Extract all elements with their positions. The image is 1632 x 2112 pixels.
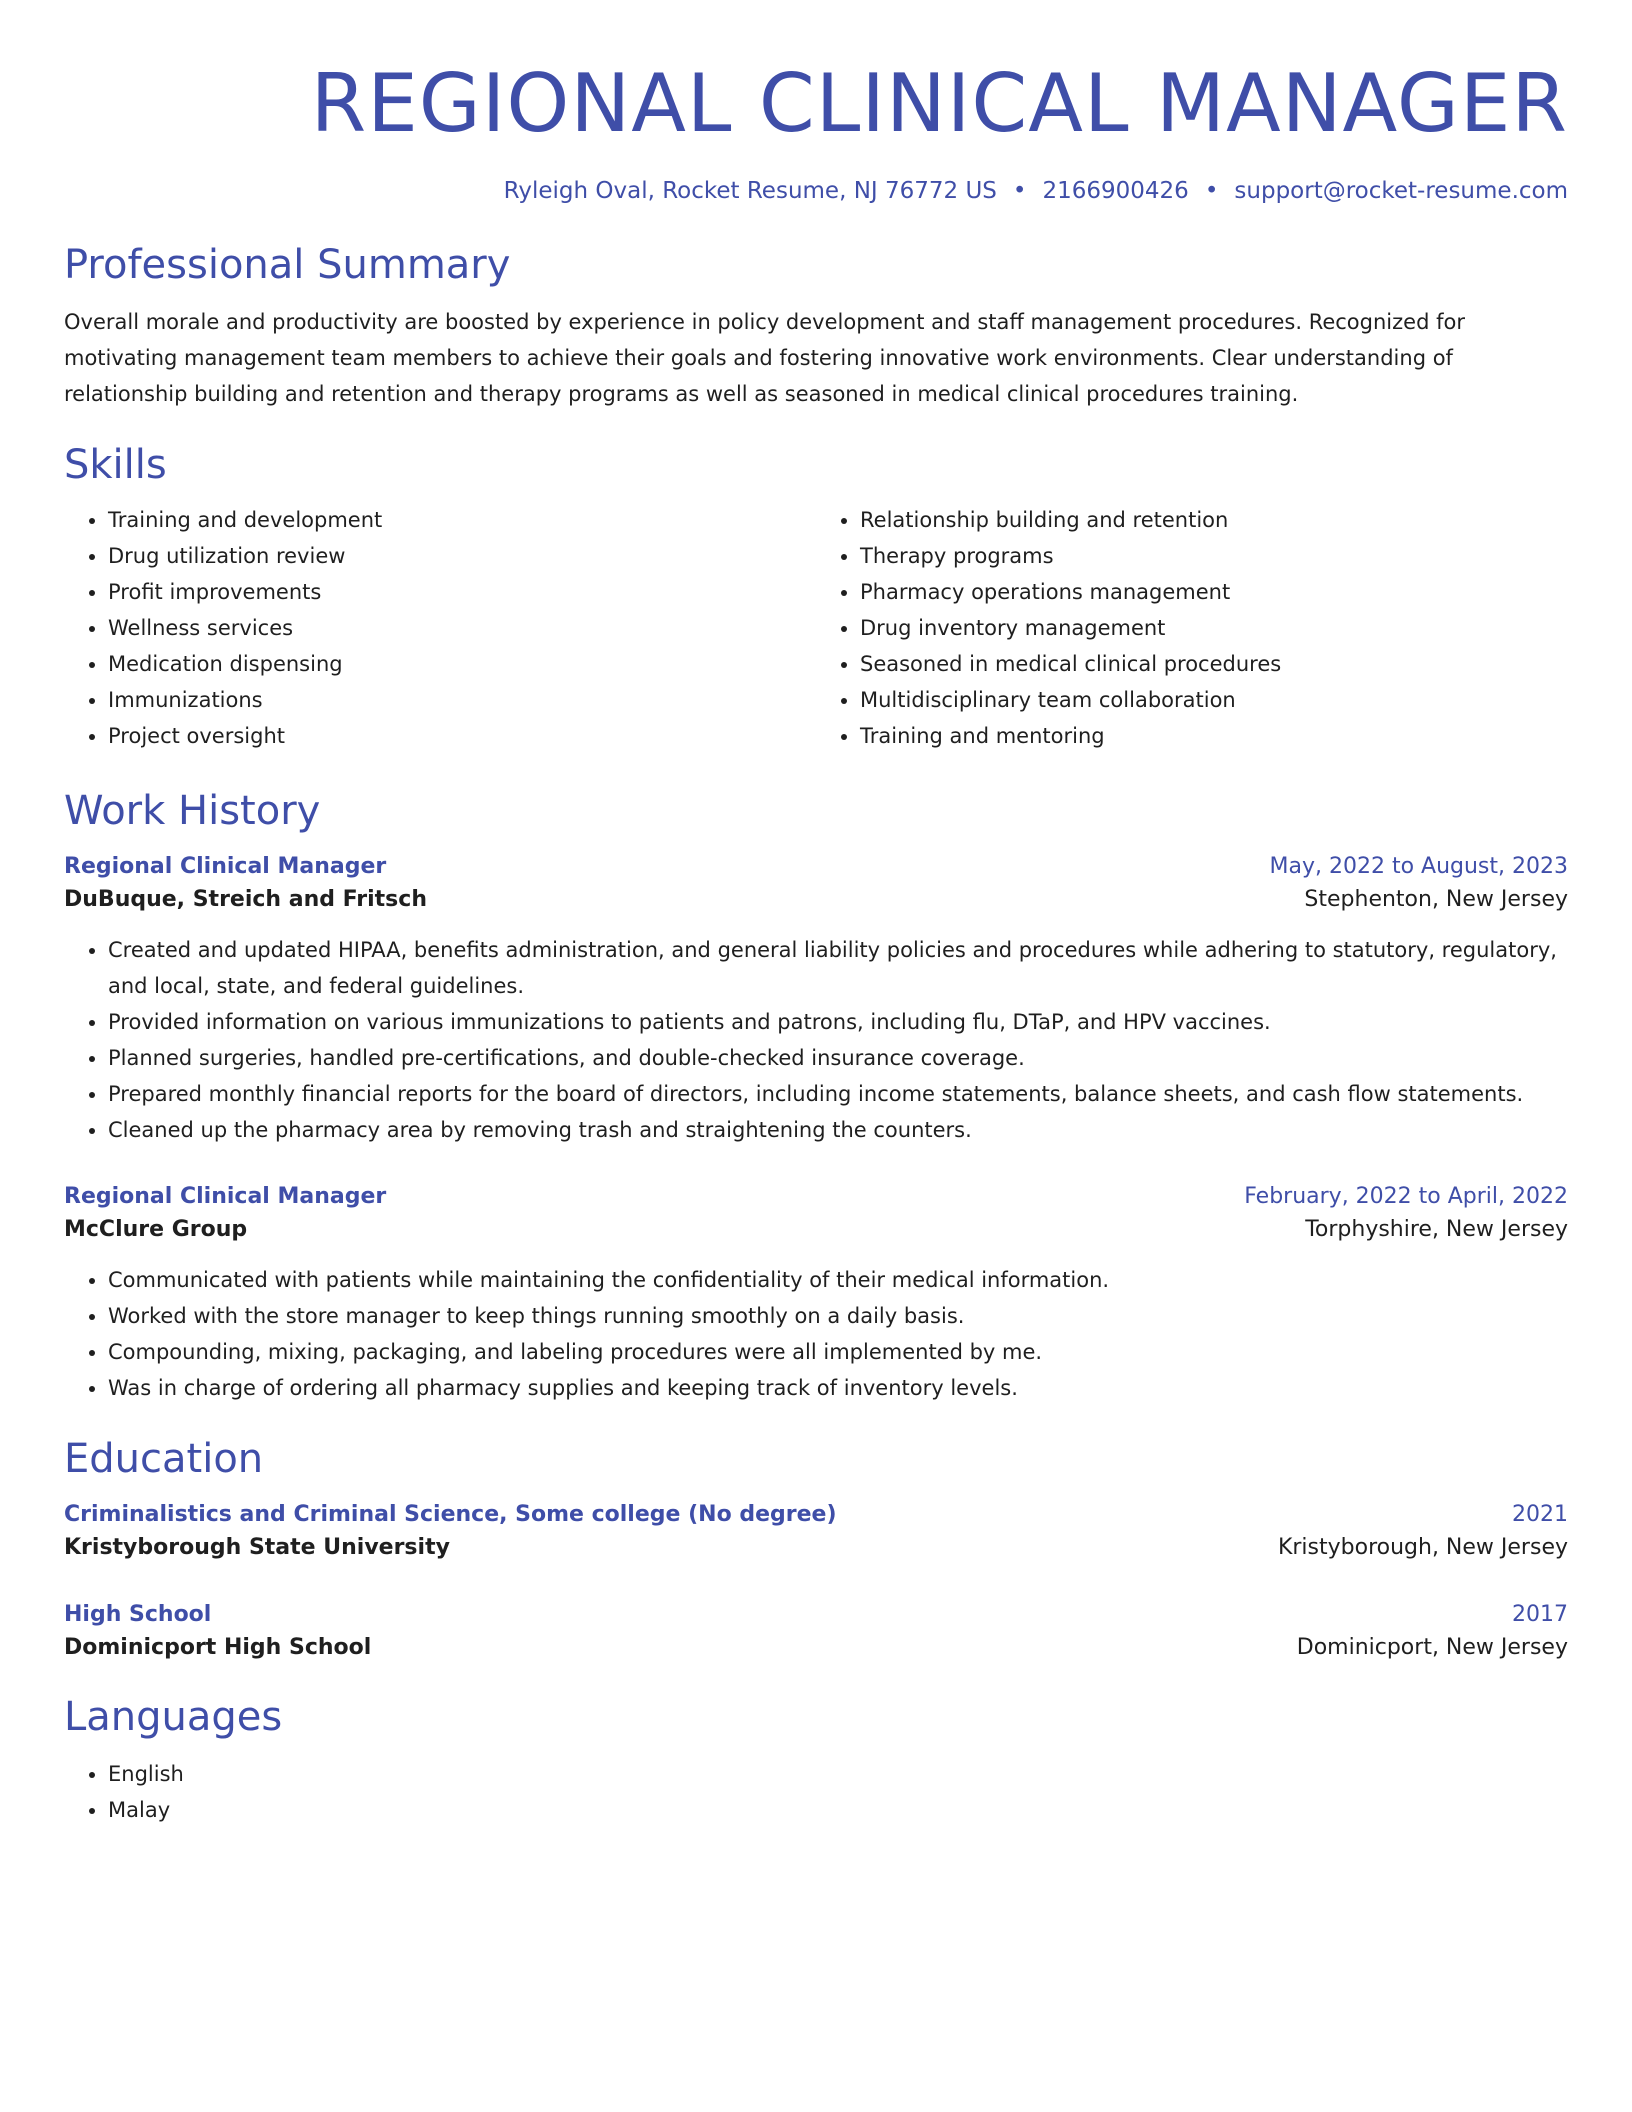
section-title-work-history: Work History (64, 788, 321, 834)
education-entry (64, 1500, 1568, 1566)
skill-item: • Training and development (108, 502, 816, 538)
job-location: Torphyshire, New Jersey (1305, 1217, 1568, 1242)
job-location: Stephenton, New Jersey (1304, 887, 1568, 912)
education-location: Dominicport, New Jersey (1296, 1635, 1568, 1660)
skill-item: • Training and mentoring (860, 718, 1568, 754)
job-company-row (64, 1212, 1568, 1248)
skill-item: • Drug utilization review (108, 538, 816, 574)
contact-phone: 2166900426 (1042, 178, 1189, 204)
skill-item: • Seasoned in medical clinical procedures (860, 646, 1568, 682)
section-title-languages: Languages (64, 1694, 283, 1740)
job-header-row (64, 1182, 1568, 1212)
job-bullet: • Worked with the store manager to keep things running smoothly on a daily basis. (108, 1298, 1568, 1334)
contact-address: Ryleigh Oval, Rocket Resume, NJ 76772 US (503, 178, 997, 204)
summary-text: Overall morale and productivity are boosted by experience in policy development and staff management procedures. Recognized for motivating management team members to achieve their goals and fostering innovative work environments. Clear understanding of relationship building and retention and therapy programs as well as seasoned in medical clinical procedures training. (64, 310, 1465, 406)
contact-separator: • (1012, 178, 1027, 204)
job-bullets (64, 932, 1568, 1148)
contact-separator: • (1204, 178, 1219, 204)
job-dates: May, 2022 to August, 2023 (1269, 854, 1568, 879)
skill-item: • Wellness services (108, 610, 816, 646)
job-bullet: • Compounding, mixing, packaging, and labeling procedures were all implemented by me. (108, 1334, 1568, 1370)
skill-item: • Therapy programs (860, 538, 1568, 574)
language-item: • Malay (108, 1792, 1568, 1828)
education-degree: High School (64, 1602, 212, 1627)
job-bullet: • Provided information on various immunizations to patients and patrons, including flu, DTaP, and HPV vaccines. (108, 1004, 1568, 1040)
education-school-row (64, 1630, 1568, 1666)
education-degree: Criminalistics and Criminal Science, Some college (No degree) (64, 1502, 837, 1527)
skill-item: • Multidisciplinary team collaboration (860, 682, 1568, 718)
job-entry (64, 1182, 1568, 1406)
education-school: Dominicport High School (64, 1635, 372, 1660)
job-bullet: • Created and updated HIPAA, benefits administration, and general liability policies and procedures while adhering to statutory, regulatory, and local, state, and federal guidelines. (108, 932, 1568, 1004)
job-bullet: • Communicated with patients while maintaining the confidentiality of their medical information. (108, 1262, 1568, 1298)
education-year: 2017 (1512, 1602, 1568, 1627)
skill-item: • Medication dispensing (108, 646, 816, 682)
resume-header (64, 56, 1568, 206)
education-year: 2021 (1512, 1502, 1568, 1527)
language-item: • English (108, 1756, 1568, 1792)
skill-item: • Pharmacy operations management (860, 574, 1568, 610)
skills-column-right (816, 502, 1568, 754)
skills-list (64, 502, 1568, 754)
job-entry (64, 852, 1568, 1148)
skill-item: • Drug inventory management (860, 610, 1568, 646)
skill-item: • Project oversight (108, 718, 816, 754)
job-bullet: • Was in charge of ordering all pharmacy supplies and keeping track of inventory levels. (108, 1370, 1568, 1406)
job-bullet: • Planned surgeries, handled pre-certifications, and double-checked insurance coverage. (108, 1040, 1568, 1076)
education-school: Kristyborough State University (64, 1535, 450, 1560)
education-header-row (64, 1600, 1568, 1630)
job-company-row (64, 882, 1568, 918)
education-location: Kristyborough, New Jersey (1277, 1535, 1568, 1560)
job-role: Regional Clinical Manager (64, 1184, 387, 1209)
section-title-summary: Professional Summary (64, 242, 511, 288)
education-school-row (64, 1530, 1568, 1566)
section-title-education: Education (64, 1436, 264, 1482)
education-entry (64, 1600, 1568, 1666)
job-dates: February, 2022 to April, 2022 (1244, 1184, 1568, 1209)
languages-list (64, 1756, 1568, 1828)
contact-line (64, 176, 1568, 206)
contact-email: support@rocket-resume.com (1234, 178, 1568, 204)
job-bullet: • Cleaned up the pharmacy area by removing trash and straightening the counters. (108, 1112, 1568, 1148)
job-role: Regional Clinical Manager (64, 854, 387, 879)
skill-item: • Immunizations (108, 682, 816, 718)
education-header-row (64, 1500, 1568, 1530)
skills-column-left (64, 502, 816, 754)
job-company: McClure Group (64, 1217, 248, 1242)
section-title-skills: Skills (64, 442, 167, 488)
skill-item: • Profit improvements (108, 574, 816, 610)
resume-title: REGIONAL CLINICAL MANAGER (310, 57, 1568, 150)
job-header-row (64, 852, 1568, 882)
skill-item: • Relationship building and retention (860, 502, 1568, 538)
job-bullets (64, 1262, 1568, 1406)
job-bullet: • Prepared monthly financial reports for the board of directors, including income statements, balance sheets, and cash flow statements. (108, 1076, 1568, 1112)
job-company: DuBuque, Streich and Fritsch (64, 887, 427, 912)
